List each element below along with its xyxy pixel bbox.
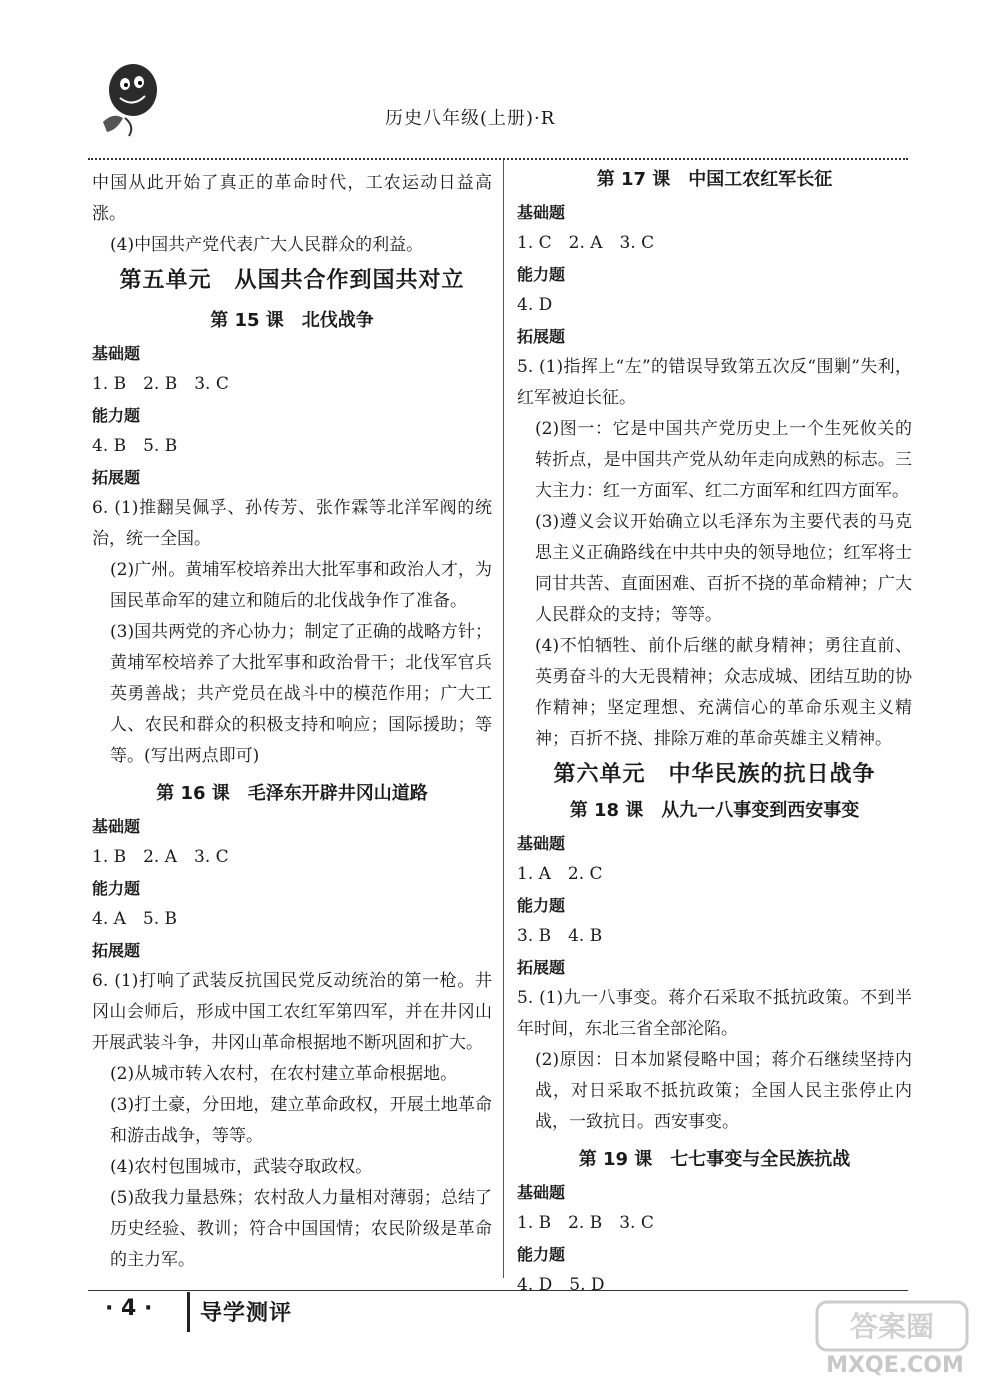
answer-paragraph: 5. (1)九一八事变。蒋介石采取不抵抗政策。不到半年时间，东北三省全部沦陷。 [517, 988, 912, 1039]
answer-paragraph: (4)农村包围城市，武装夺取政权。 [110, 1157, 373, 1177]
answer-line: 4. A 5. B [92, 909, 178, 929]
section-label: 拓展题 [517, 327, 566, 346]
section-label: 能力题 [92, 879, 141, 898]
mascot-logo-icon [95, 60, 165, 138]
answer-paragraph: 5. (1)指挥上“左”的错误导致第五次反“围剿”失利，红军被迫长征。 [517, 357, 912, 408]
answer-paragraph: 6. (1)打响了武装反抗国民党反动统治的第一枪。井冈山会师后，形成中国工农红军第四军，并在井冈山开展武装斗争，井冈山革命根据地不断巩固和扩大。 [92, 971, 492, 1053]
intro-text: 中国从此开始了真正的革命时代，工农运动日益高涨。 [92, 173, 492, 224]
lesson-title: 第 18 课 从九一八事变到西安事变 [569, 800, 860, 821]
intro-text: (4)中国共产党代表广大人民群众的利益。 [110, 235, 424, 255]
lesson-title: 第 17 课 中国工农红军长征 [596, 169, 833, 190]
section-label: 基础题 [92, 344, 141, 363]
answer-paragraph: (5)敌我力量悬殊；农村敌人力量相对薄弱；总结了历史经验、教训；符合中国国情；农民阶级是革命的主力军。 [110, 1188, 492, 1270]
answer-line: 3. B 4. B [517, 926, 603, 946]
column-divider [503, 160, 504, 1278]
answer-line: 1. A 2. C [517, 864, 603, 884]
footer-brand: 导学测评 [200, 1301, 293, 1326]
unit-title: 第五单元 从国共合作到国共对立 [119, 268, 465, 293]
section-label: 基础题 [517, 203, 566, 222]
page-header [95, 60, 910, 160]
answer-line: 1. B 2. B 3. C [517, 1213, 654, 1233]
lesson-title: 第 19 课 七七事变与全民族抗战 [578, 1149, 851, 1170]
footer-separator [187, 1292, 190, 1332]
answer-paragraph: 6. (1)推翻吴佩孚、孙传芳、张作霖等北洋军阀的统治，统一全国。 [92, 498, 492, 549]
section-label: 基础题 [517, 1183, 566, 1202]
section-label: 基础题 [92, 817, 141, 836]
section-label: 拓展题 [517, 958, 566, 977]
answer-paragraph: (2)广州。黄埔军校培养出大批军事和政治人才，为国民革命军的建立和随后的北伐战争作了准备。 [110, 560, 492, 611]
section-label: 基础题 [517, 834, 566, 853]
footer-divider [88, 1290, 908, 1291]
answer-paragraph: (2)原因：日本加紧侵略中国；蒋介石继续坚持内战，对日采取不抵抗政策；全国人民主张停止内战，一致抗日。西安事变。 [535, 1050, 912, 1132]
answer-line: 4. B 5. B [92, 436, 178, 456]
answer-line: 1. B 2. B 3. C [92, 374, 229, 394]
answer-line: 1. C 2. A 3. C [517, 233, 655, 253]
answer-paragraph: (4)不怕牺牲、前仆后继的献身精神；勇往直前、英勇奋斗的大无畏精神；众志成城、团结互助的协作精神；坚定理想、充满信心的革命乐观主义精神；百折不挠、排除万难的革命英雄主义精神。 [535, 636, 912, 749]
section-label: 拓展题 [92, 468, 141, 487]
answer-line: 4. D 5. D [517, 1275, 605, 1295]
section-label: 能力题 [517, 896, 566, 915]
right-column [517, 168, 912, 1301]
watermark-text: MXQE.COM [826, 1353, 964, 1378]
lesson-title: 第 15 课 北伐战争 [210, 310, 374, 331]
unit-title: 第六单元 中华民族的抗日战争 [553, 762, 876, 787]
watermark-logo-icon [815, 1300, 975, 1380]
header-title: 历史八年级(上册)·R [385, 108, 556, 129]
answer-paragraph: (3)打土豪，分田地，建立革命政权，开展土地革命和游击战争，等等。 [110, 1095, 492, 1146]
section-label: 能力题 [92, 406, 141, 425]
answer-line: 1. B 2. A 3. C [92, 847, 229, 867]
section-label: 能力题 [517, 265, 566, 284]
answer-paragraph: (2)图一：它是中国共产党历史上一个生死攸关的转折点，是中国共产党从幼年走向成熟的标志。三大主力：红一方面军、红二方面军和红四方面军。 [535, 419, 912, 501]
answer-paragraph: (2)从城市转入农村，在农村建立革命根据地。 [110, 1064, 458, 1084]
answer-line: 4. D [517, 295, 553, 315]
section-label: 能力题 [517, 1245, 566, 1264]
left-column [92, 168, 492, 1276]
section-label: 拓展题 [92, 941, 141, 960]
svg-text:答案圈: 答案圈 [849, 1310, 935, 1343]
header-divider [88, 158, 908, 160]
lesson-title: 第 16 课 毛泽东开辟井冈山道路 [156, 783, 428, 804]
answer-paragraph: (3)遵义会议开始确立以毛泽东为主要代表的马克思主义正确路线在中共中央的领导地位；红军将士同甘共苦、直面困难、百折不挠的革命精神；广大人民群众的支持；等等。 [535, 512, 912, 625]
answer-paragraph: (3)国共两党的齐心协力；制定了正确的战略方针；黄埔军校培养了大批军事和政治骨干；北伐军官兵英勇善战；共产党员在战斗中的模范作用；广大工人、农民和群众的积极支持和响应；国际援助；等等。(写出两点即可) [110, 622, 492, 766]
page-number: · 4 · [105, 1296, 153, 1321]
